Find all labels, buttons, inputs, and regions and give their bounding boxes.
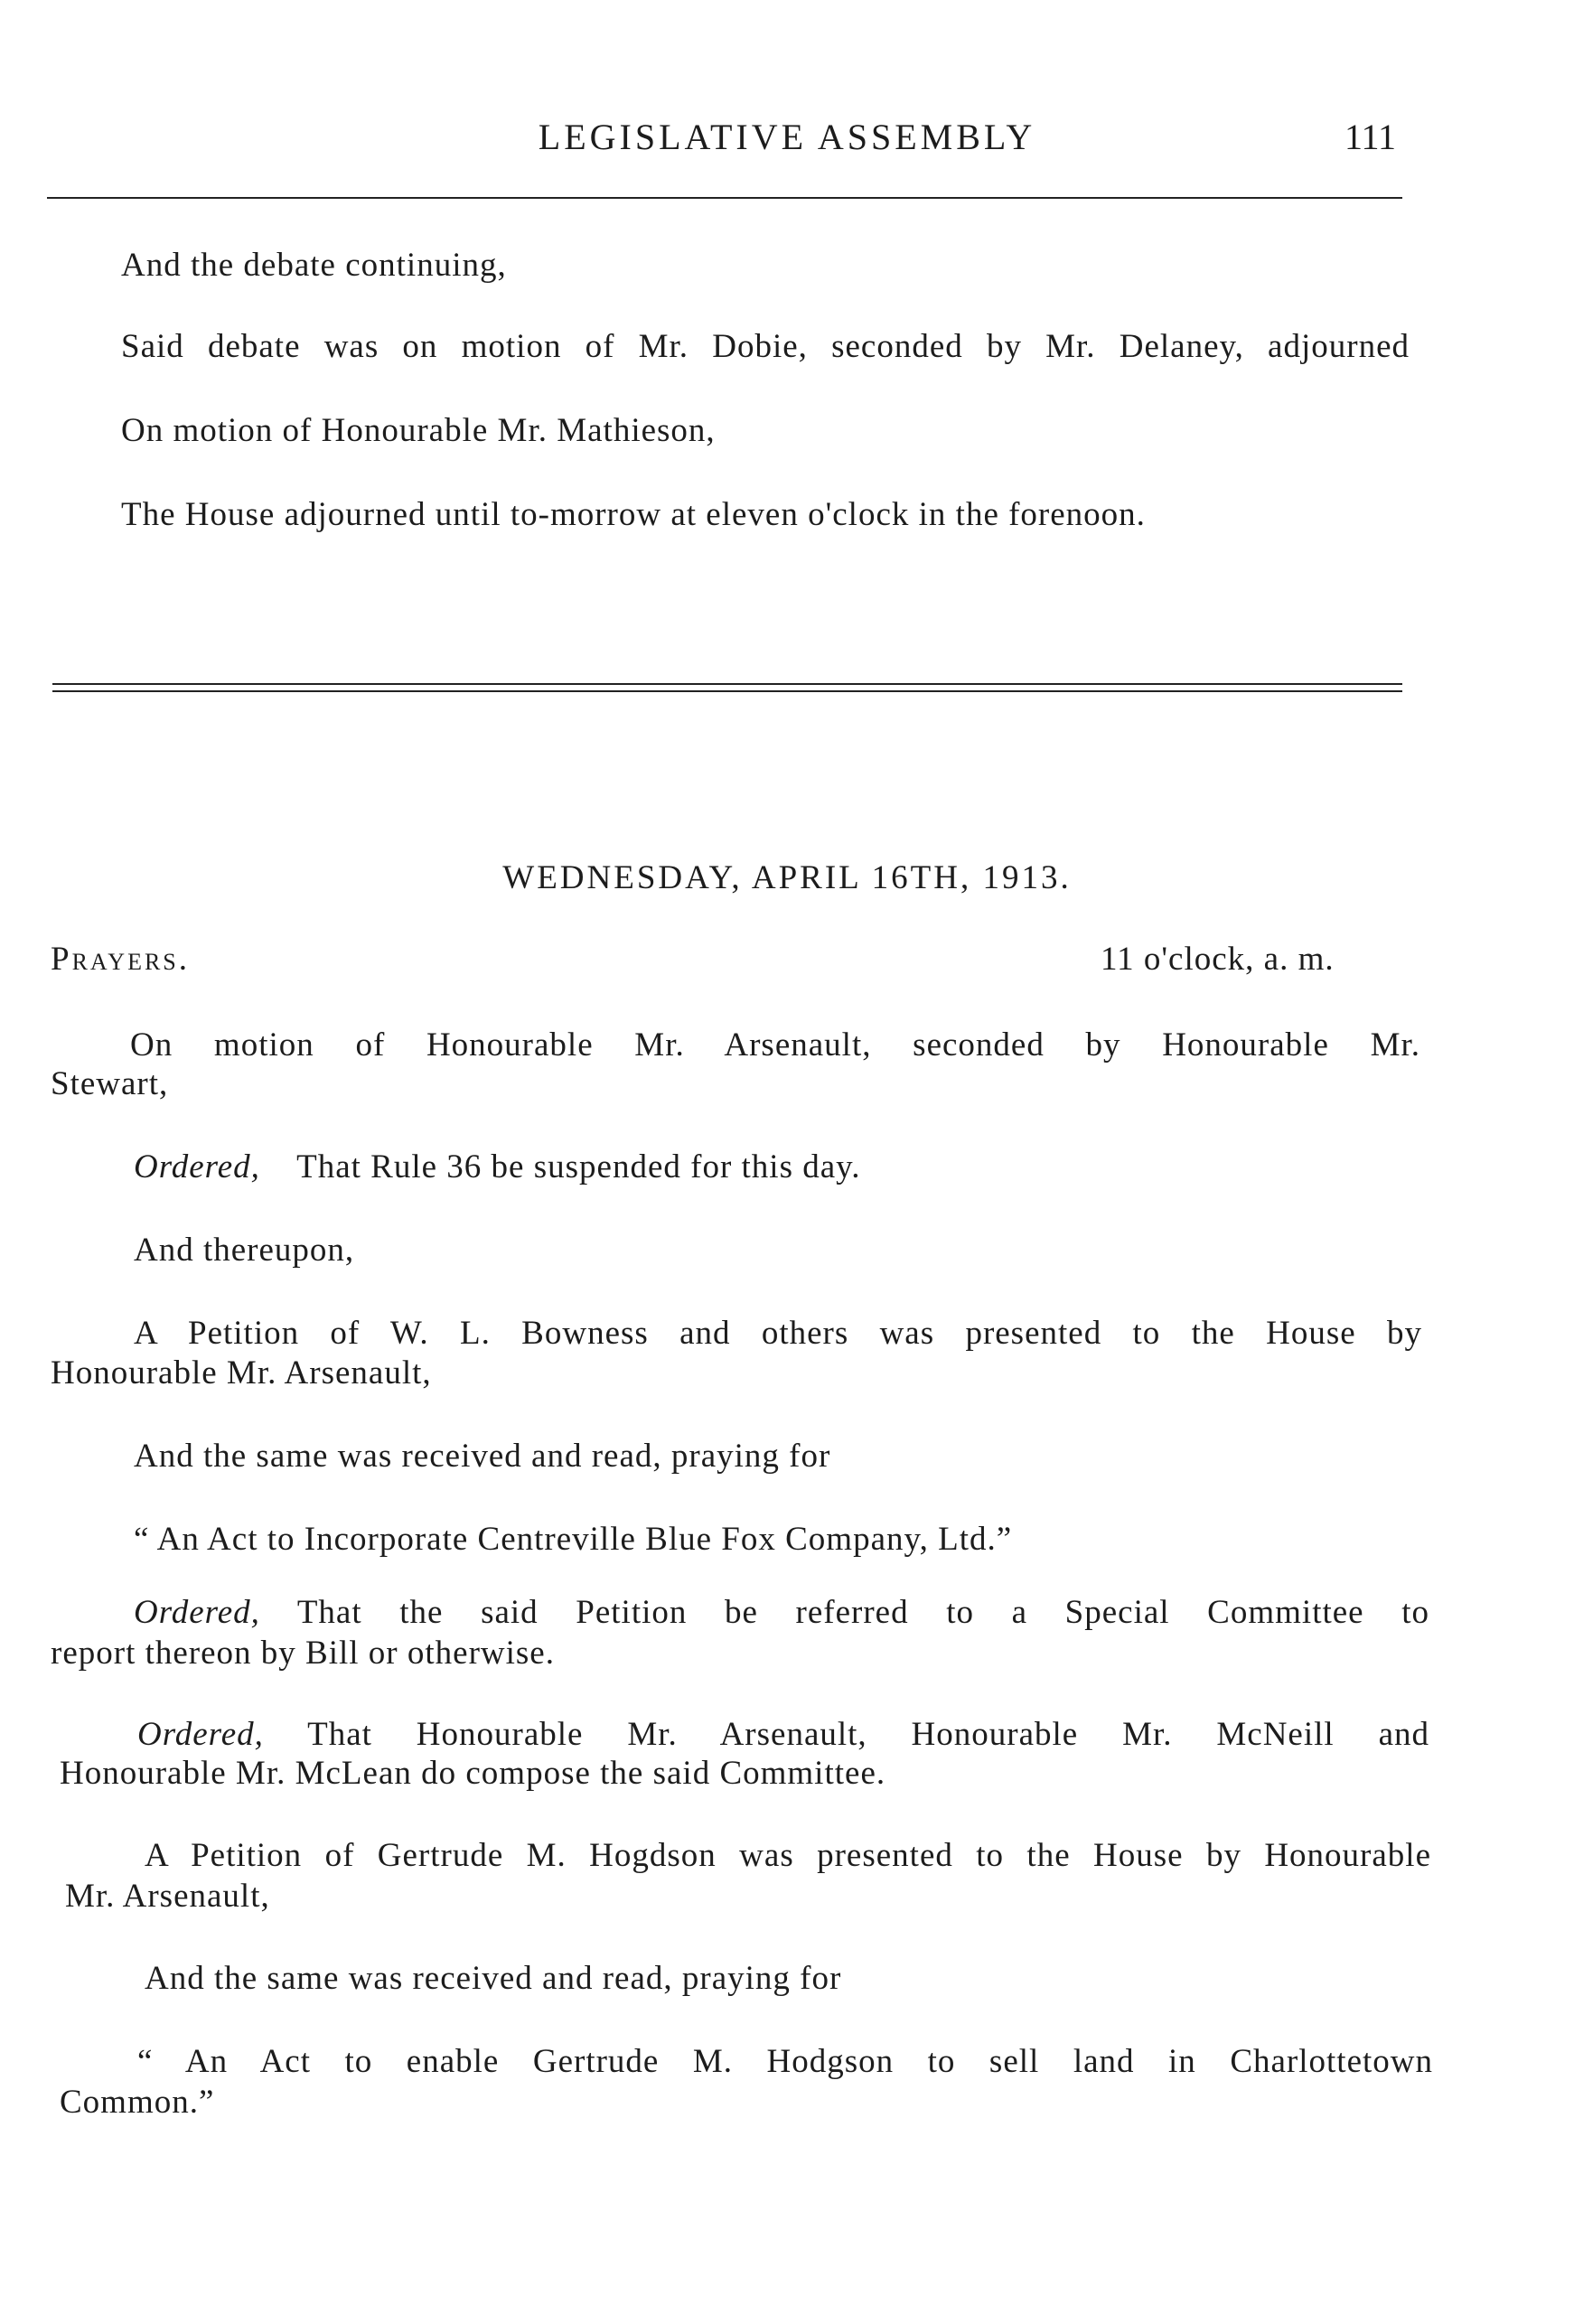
page-number: 111 <box>1344 117 1397 157</box>
ordered-label: Ordered, <box>134 1148 260 1185</box>
section-double-rule-top <box>52 683 1402 685</box>
ordered-label: Ordered, <box>134 1594 260 1631</box>
act-title: “ An Act to enable Gertrude M. Hodgson to sell land in Charlottetown <box>137 2043 1433 2080</box>
text-line: A Petition of Gertrude M. Hogdson was presented to the House by Honourable <box>145 1837 1431 1874</box>
text-line: And the debate continuing, <box>121 247 507 284</box>
text-line: report thereon by Bill or otherwise. <box>51 1635 555 1672</box>
text-line: On motion of Honourable Mr. Arsenault, seconded by Honourable Mr. <box>130 1026 1420 1064</box>
ordered-paragraph <box>134 1593 1429 1632</box>
text-line: On motion of Honourable Mr. Mathieson, <box>121 412 716 449</box>
text-line: Said debate was on motion of Mr. Dobie, seconded by Mr. Delaney, adjourned <box>121 328 1410 365</box>
ordered-text: That Rule 36 be suspended for this day. <box>296 1148 861 1185</box>
text-line: The House adjourned until to-morrow at eleven o'clock in the forenoon. <box>121 496 1146 533</box>
prayers-label: Prayers. <box>51 941 191 978</box>
text-line: And thereupon, <box>134 1232 355 1269</box>
ordered-text: That the said Petition be referred to a Special Committee to <box>296 1594 1429 1631</box>
running-header-title: LEGISLATIVE ASSEMBLY <box>538 117 1036 157</box>
date-heading: WEDNESDAY, APRIL 16TH, 1913. <box>502 859 1072 896</box>
section-double-rule-bottom <box>52 690 1402 692</box>
text-line: Mr. Arsenault, <box>65 1878 270 1915</box>
text-line: And the same was received and read, praying for <box>145 1960 842 1997</box>
sitting-time: 11 o'clock, a. m. <box>1101 941 1335 978</box>
header-rule <box>47 197 1402 199</box>
text-line: And the same was received and read, praying for <box>134 1438 831 1475</box>
ordered-paragraph <box>137 1715 1429 1754</box>
text-line: Honourable Mr. McLean do compose the said Committee. <box>60 1755 886 1792</box>
ordered-paragraph <box>134 1148 861 1186</box>
ordered-text: That Honourable Mr. Arsenault, Honourable Mr. McNeill and <box>307 1716 1429 1753</box>
text-line: Stewart, <box>51 1065 169 1102</box>
act-title: “ An Act to Incorporate Centreville Blue Fox Company, Ltd.” <box>134 1521 1013 1558</box>
ordered-label: Ordered, <box>137 1716 264 1753</box>
text-line: A Petition of W. L. Bowness and others was presented to the House by <box>134 1315 1422 1352</box>
text-line: Honourable Mr. Arsenault, <box>51 1354 432 1392</box>
act-title-continued: Common.” <box>60 2084 215 2121</box>
